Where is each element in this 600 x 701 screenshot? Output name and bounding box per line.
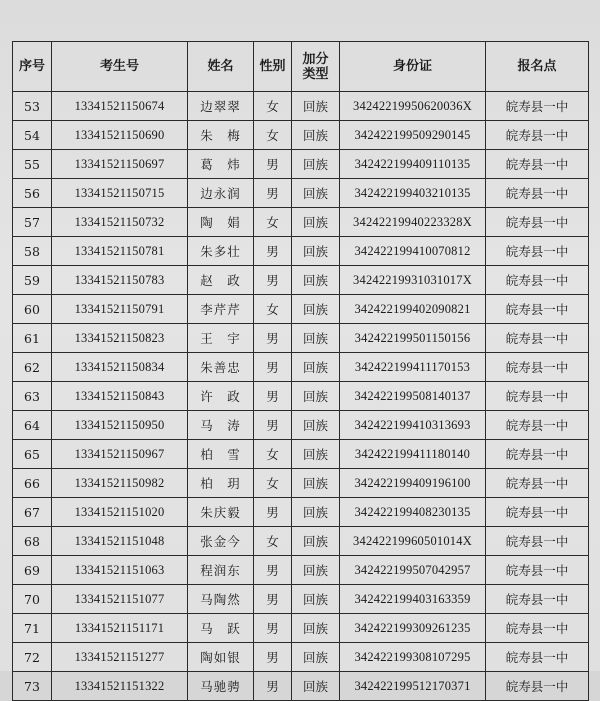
cell-bonus-type: 回族 [292,150,340,179]
cell-bonus-type: 回族 [292,295,340,324]
cell-bonus-type: 回族 [292,527,340,556]
cell-exam-no: 13341521150690 [52,121,188,150]
table-row [13,237,589,266]
cell-reg-site: 皖寿县一中 [486,150,589,179]
table-row [13,527,589,556]
cell-gender: 男 [254,556,292,585]
table-body [13,92,589,701]
header-id-card: 身份证 [340,42,486,92]
cell-name: 柏 雪 [188,440,254,469]
cell-id-card: 342422199509290145 [340,121,486,150]
cell-id-card: 34242219940223328X [340,208,486,237]
cell-gender: 男 [254,353,292,382]
cell-seq: 56 [13,179,52,208]
cell-bonus-type: 回族 [292,382,340,411]
cell-gender: 男 [254,672,292,701]
cell-seq: 58 [13,237,52,266]
cell-id-card: 342422199403163359 [340,585,486,614]
cell-exam-no: 13341521150967 [52,440,188,469]
cell-name: 朱多壮 [188,237,254,266]
cell-name: 马 跃 [188,614,254,643]
cell-id-card: 342422199402090821 [340,295,486,324]
cell-seq: 70 [13,585,52,614]
cell-bonus-type: 回族 [292,324,340,353]
cell-exam-no: 13341521150783 [52,266,188,295]
cell-id-card: 342422199507042957 [340,556,486,585]
table-row [13,324,589,353]
cell-name: 葛 炜 [188,150,254,179]
cell-name: 柏 玥 [188,469,254,498]
cell-seq: 71 [13,614,52,643]
header-name: 姓名 [188,42,254,92]
cell-name: 朱庆毅 [188,498,254,527]
cell-exam-no: 13341521150791 [52,295,188,324]
cell-exam-no: 13341521151048 [52,527,188,556]
cell-id-card: 342422199308107295 [340,643,486,672]
cell-gender: 女 [254,208,292,237]
table-row [13,266,589,295]
cell-bonus-type: 回族 [292,266,340,295]
table-row [13,440,589,469]
cell-id-card: 342422199409196100 [340,469,486,498]
cell-gender: 男 [254,614,292,643]
cell-reg-site: 皖寿县一中 [486,92,589,121]
table-row [13,150,589,179]
cell-exam-no: 13341521150843 [52,382,188,411]
cell-bonus-type: 回族 [292,411,340,440]
cell-bonus-type: 回族 [292,208,340,237]
cell-id-card: 34242219931031017X [340,266,486,295]
cell-id-card: 342422199512170371 [340,672,486,701]
cell-bonus-type: 回族 [292,179,340,208]
cell-gender: 女 [254,440,292,469]
cell-reg-site: 皖寿县一中 [486,295,589,324]
cell-name: 马驰骋 [188,672,254,701]
header-exam-no: 考生号 [52,42,188,92]
cell-seq: 53 [13,92,52,121]
cell-name: 赵 政 [188,266,254,295]
cell-gender: 男 [254,382,292,411]
cell-gender: 男 [254,266,292,295]
cell-seq: 66 [13,469,52,498]
table-row [13,179,589,208]
cell-seq: 59 [13,266,52,295]
header-bonus-line1: 加分 [302,51,329,67]
cell-seq: 55 [13,150,52,179]
table-row [13,614,589,643]
cell-reg-site: 皖寿县一中 [486,469,589,498]
cell-exam-no: 13341521151063 [52,556,188,585]
cell-gender: 男 [254,498,292,527]
header-seq: 序号 [13,42,52,92]
cell-seq: 73 [13,672,52,701]
cell-exam-no: 13341521150950 [52,411,188,440]
cell-seq: 62 [13,353,52,382]
cell-seq: 63 [13,382,52,411]
cell-exam-no: 13341521150823 [52,324,188,353]
cell-bonus-type: 回族 [292,121,340,150]
cell-reg-site: 皖寿县一中 [486,527,589,556]
candidate-table [12,41,589,701]
cell-reg-site: 皖寿县一中 [486,411,589,440]
cell-bonus-type: 回族 [292,585,340,614]
cell-seq: 65 [13,440,52,469]
cell-gender: 男 [254,585,292,614]
cell-exam-no: 13341521150834 [52,353,188,382]
cell-bonus-type: 回族 [292,353,340,382]
cell-exam-no: 13341521150982 [52,469,188,498]
cell-id-card: 342422199508140137 [340,382,486,411]
cell-name: 王 宇 [188,324,254,353]
cell-name: 陶如银 [188,643,254,672]
cell-id-card: 342422199410070812 [340,237,486,266]
cell-seq: 57 [13,208,52,237]
cell-name: 边翠翠 [188,92,254,121]
cell-name: 朱 梅 [188,121,254,150]
header-reg-site: 报名点 [486,42,589,92]
table-row [13,353,589,382]
table-row [13,585,589,614]
table-row [13,643,589,672]
cell-bonus-type: 回族 [292,440,340,469]
cell-reg-site: 皖寿县一中 [486,614,589,643]
cell-reg-site: 皖寿县一中 [486,643,589,672]
cell-gender: 男 [254,179,292,208]
cell-exam-no: 13341521150781 [52,237,188,266]
cell-seq: 64 [13,411,52,440]
cell-gender: 男 [254,150,292,179]
cell-id-card: 34242219950620036X [340,92,486,121]
cell-name: 边永润 [188,179,254,208]
cell-bonus-type: 回族 [292,556,340,585]
cell-name: 张金今 [188,527,254,556]
cell-reg-site: 皖寿县一中 [486,353,589,382]
header-gender: 性别 [254,42,292,92]
cell-reg-site: 皖寿县一中 [486,237,589,266]
cell-gender: 女 [254,527,292,556]
cell-reg-site: 皖寿县一中 [486,498,589,527]
cell-name: 朱善忠 [188,353,254,382]
cell-id-card: 342422199411170153 [340,353,486,382]
cell-reg-site: 皖寿县一中 [486,208,589,237]
cell-gender: 男 [254,643,292,672]
cell-exam-no: 13341521150715 [52,179,188,208]
cell-reg-site: 皖寿县一中 [486,440,589,469]
cell-name: 马陶然 [188,585,254,614]
cell-reg-site: 皖寿县一中 [486,556,589,585]
cell-gender: 男 [254,324,292,353]
cell-id-card: 342422199410313693 [340,411,486,440]
cell-reg-site: 皖寿县一中 [486,585,589,614]
cell-reg-site: 皖寿县一中 [486,121,589,150]
cell-exam-no: 13341521151322 [52,672,188,701]
cell-seq: 69 [13,556,52,585]
table-row [13,672,589,701]
cell-name: 陶 娟 [188,208,254,237]
table-row [13,382,589,411]
cell-gender: 男 [254,237,292,266]
header-bonus-line2: 类型 [302,66,329,82]
cell-id-card: 342422199501150156 [340,324,486,353]
cell-id-card: 342422199403210135 [340,179,486,208]
cell-seq: 67 [13,498,52,527]
cell-reg-site: 皖寿县一中 [486,672,589,701]
cell-id-card: 342422199408230135 [340,498,486,527]
cell-exam-no: 13341521151020 [52,498,188,527]
cell-reg-site: 皖寿县一中 [486,179,589,208]
cell-reg-site: 皖寿县一中 [486,266,589,295]
cell-bonus-type: 回族 [292,469,340,498]
cell-gender: 女 [254,469,292,498]
cell-exam-no: 13341521151171 [52,614,188,643]
cell-name: 程润东 [188,556,254,585]
cell-id-card: 342422199309261235 [340,614,486,643]
cell-bonus-type: 回族 [292,672,340,701]
table-row [13,208,589,237]
cell-id-card: 34242219960501014X [340,527,486,556]
table-row [13,121,589,150]
cell-seq: 61 [13,324,52,353]
cell-gender: 女 [254,121,292,150]
cell-gender: 女 [254,92,292,121]
cell-bonus-type: 回族 [292,643,340,672]
cell-reg-site: 皖寿县一中 [486,382,589,411]
cell-id-card: 342422199409110135 [340,150,486,179]
cell-bonus-type: 回族 [292,614,340,643]
cell-id-card: 342422199411180140 [340,440,486,469]
cell-exam-no: 13341521151277 [52,643,188,672]
cell-seq: 68 [13,527,52,556]
cell-seq: 72 [13,643,52,672]
cell-seq: 54 [13,121,52,150]
cell-bonus-type: 回族 [292,237,340,266]
table-row [13,295,589,324]
table-row [13,92,589,121]
cell-exam-no: 13341521150697 [52,150,188,179]
cell-name: 李芹芹 [188,295,254,324]
cell-exam-no: 13341521151077 [52,585,188,614]
cell-name: 许 政 [188,382,254,411]
cell-reg-site: 皖寿县一中 [486,324,589,353]
cell-bonus-type: 回族 [292,498,340,527]
header-row [13,42,589,92]
cell-gender: 女 [254,295,292,324]
cell-gender: 男 [254,411,292,440]
header-bonus-type [292,42,340,92]
table-row [13,411,589,440]
table-row [13,556,589,585]
cell-exam-no: 13341521150732 [52,208,188,237]
table-row [13,498,589,527]
cell-exam-no: 13341521150674 [52,92,188,121]
table-row [13,469,589,498]
cell-seq: 60 [13,295,52,324]
cell-bonus-type: 回族 [292,92,340,121]
cell-name: 马 涛 [188,411,254,440]
